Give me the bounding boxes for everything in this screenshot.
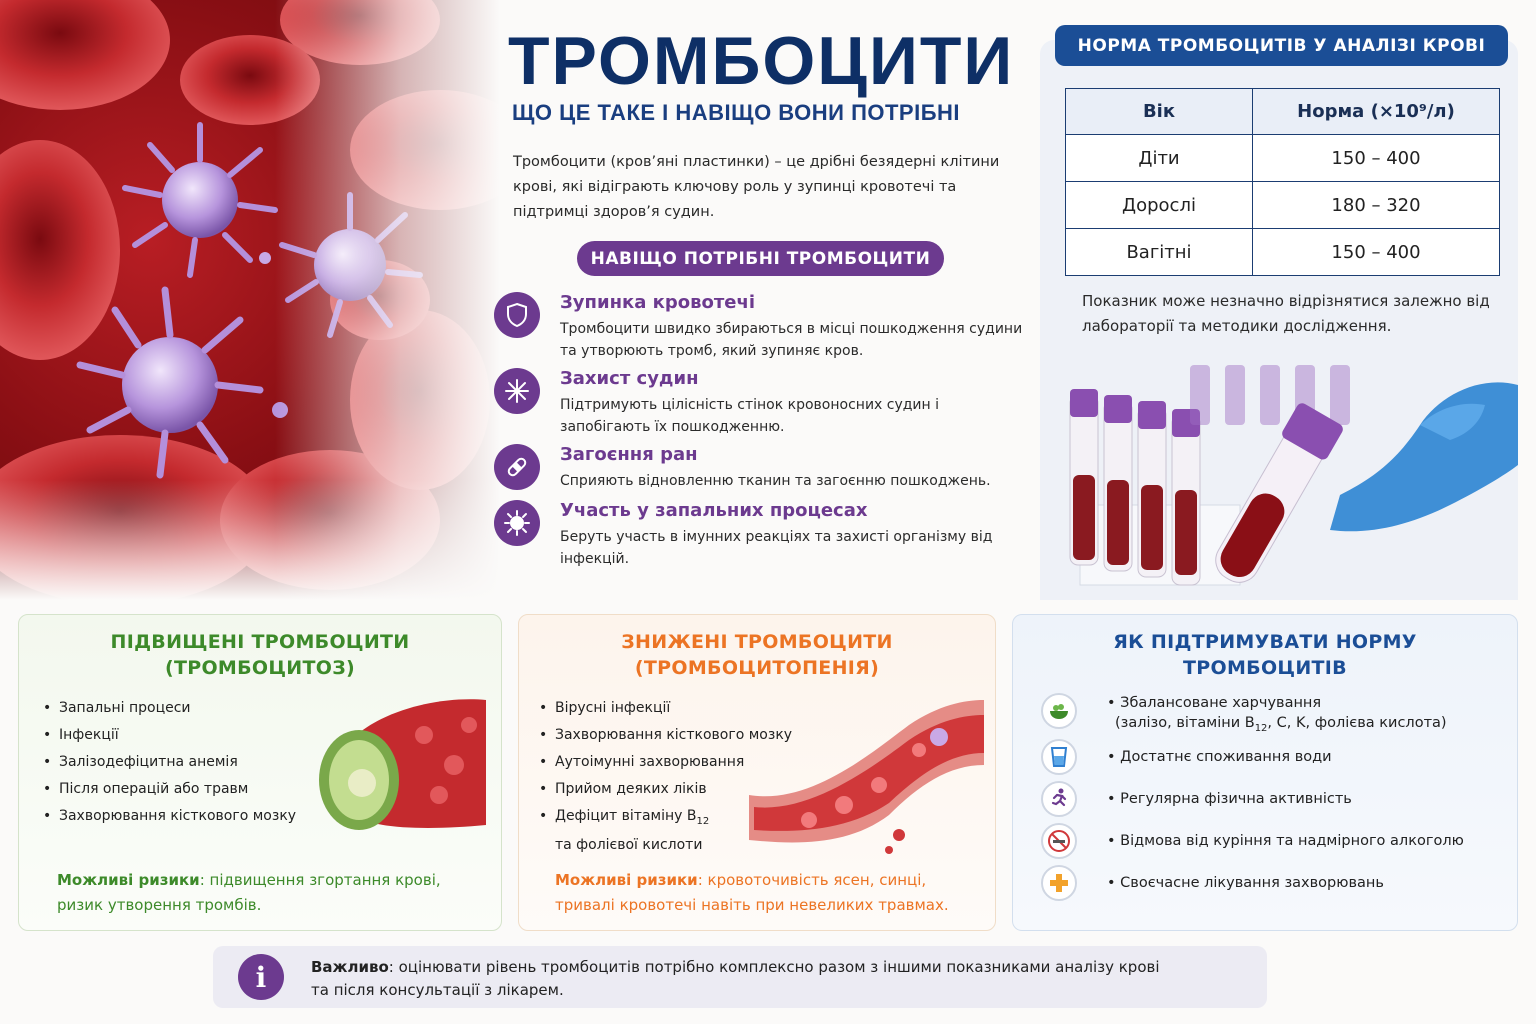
card-thrombocytopenia: [518, 614, 996, 931]
reason-text: Тромбоцити швидко збираються в місці пошкодження судини та утворюють тромб, який зупиняє кров.: [560, 321, 1023, 359]
running-icon: [1041, 781, 1077, 817]
table-cell: 150 – 400: [1253, 229, 1500, 276]
reason-title: Зупинка кровотечі: [560, 292, 756, 313]
tip-water: [1041, 739, 1511, 777]
table-cell: Вагітні: [1066, 229, 1253, 276]
list-item: • Вірусні інфекції: [537, 695, 792, 722]
list-item-text: та фолієвої кислоти: [555, 836, 703, 853]
tip-fragment: (залізо, вітаміни B: [1115, 715, 1255, 731]
card-title-line: ЯК ПІДТРИМУВАТИ НОРМУ: [1113, 631, 1417, 653]
list-item: • Після операцій або травм: [41, 776, 296, 803]
platelets-illustration: [0, 0, 500, 600]
card-title: [519, 629, 995, 681]
tip-line: • Збалансоване харчування: [1107, 695, 1322, 711]
norm-table: [1065, 88, 1500, 276]
subscript: 12: [696, 815, 710, 827]
tip-activity: [1041, 781, 1511, 819]
norm-note: Показник може незначно відрізнятися залежно від лабораторії та методики дослідження.: [1082, 292, 1490, 335]
risk-text: [555, 868, 949, 918]
list-item: • Прийом деяких ліків: [537, 776, 792, 803]
important-text: [311, 956, 1211, 1002]
tip-line: [1107, 713, 1507, 739]
table-cell: Дорослі: [1066, 182, 1253, 229]
reason-text: Підтримують цілісність стінок кровоносних судин і запобігають їх пошкодженню.: [560, 397, 940, 435]
list-item: • Інфекції: [41, 722, 296, 749]
risk-detail: : підвищення згортання крові,: [199, 871, 441, 889]
why-heading: НАВІЩО ПОТРІБНІ ТРОМБОЦИТИ: [577, 241, 944, 276]
tip-fragment: , C, K, фолієва кислота): [1267, 715, 1447, 731]
page-title: ТРОМБОЦИТИ: [508, 23, 1015, 99]
card-maintain-norm: [1012, 614, 1518, 931]
clotted-vessel-image: [314, 695, 489, 835]
list-item: • Запальні процеси: [41, 695, 296, 722]
list-item-text: Дефіцит вітаміну B: [555, 808, 697, 824]
card-thrombocytosis: [18, 614, 502, 931]
card-title-line: ТРОМБОЦИТІВ: [1183, 657, 1347, 679]
tip-treatment: [1041, 865, 1511, 903]
subscript: 12: [1254, 722, 1268, 734]
card-title: [1013, 629, 1517, 681]
list-item: • Захворювання кісткового мозку: [537, 722, 792, 749]
bandage-icon: [494, 444, 540, 490]
tip-text: • Регулярна фізична активність: [1107, 791, 1352, 807]
causes-list: [41, 695, 296, 830]
reason-stop-bleeding: [494, 292, 1034, 362]
reason-text: Сприяють відновленню тканин та загоєнню пошкоджень.: [560, 473, 991, 489]
list-item: • Аутоімунні захворювання: [537, 749, 792, 776]
list-item: • Залізодефіцитна анемія: [41, 749, 296, 776]
tip-no-smoking: [1041, 823, 1511, 861]
reason-title: Захист судин: [560, 368, 699, 389]
table-row: [1066, 182, 1500, 229]
card-title: [19, 629, 501, 681]
list-item: • Захворювання кісткового мозку: [41, 803, 296, 830]
medical-cross-icon: [1041, 865, 1077, 901]
virus-icon: [494, 500, 540, 546]
card-title-line: (ТРОМБОЦИТОПЕНІЯ): [634, 657, 880, 679]
risk-label: Можливі ризики: [555, 871, 698, 889]
card-title-line: ЗНИЖЕНІ ТРОМБОЦИТИ: [621, 631, 893, 653]
water-glass-icon: [1041, 739, 1077, 775]
table-cell: 150 – 400: [1253, 135, 1500, 182]
card-title-line: ПІДВИЩЕНІ ТРОМБОЦИТИ: [110, 631, 410, 653]
intro-text: Тромбоцити (кров’яні пластинки) – це дрібні безядерні клітини крові, які відіграють ключову роль у зупинці кровотечі та підтримці здоров’я судин.: [513, 154, 1000, 220]
page-subtitle: ЩО ЦЕ ТАКЕ І НАВІЩО ВОНИ ПОТРІБНІ: [512, 100, 961, 125]
table-row: [1066, 229, 1500, 276]
shield-icon: [494, 292, 540, 338]
important-detail: та після консультації з лікарем.: [311, 981, 564, 999]
table-header-row: [1066, 89, 1500, 135]
blood-test-tubes-image: [1040, 355, 1518, 600]
no-smoking-icon: [1041, 823, 1077, 859]
table-cell: 180 – 320: [1253, 182, 1500, 229]
reason-vessel-protection: [494, 368, 1034, 438]
important-label: Важливо: [311, 958, 389, 976]
tip-text: • Відмова від куріння та надмірного алкоголю: [1107, 833, 1464, 849]
table-row: [1066, 135, 1500, 182]
reason-title: Участь у запальних процесах: [560, 500, 868, 521]
reason-inflammation: [494, 500, 1034, 570]
tip-text: • Достатнє споживання води: [1107, 749, 1332, 765]
bleeding-vessel-image: [749, 695, 984, 855]
reason-title: Загоєння ран: [560, 444, 698, 465]
tip-text: • Своєчасне лікування захворювань: [1107, 875, 1384, 891]
norm-heading: НОРМА ТРОМБОЦИТІВ У АНАЛІЗІ КРОВІ: [1055, 25, 1508, 66]
column-header-age: Вік: [1066, 89, 1253, 135]
reason-text: Беруть участь в імунних реакціях та захисті організму від інфекцій.: [560, 529, 993, 567]
risk-detail: ризик утворення тромбів.: [57, 896, 262, 914]
asterisk-icon: [494, 368, 540, 414]
table-cell: Діти: [1066, 135, 1253, 182]
info-icon: i: [238, 954, 284, 1000]
card-title-line: (ТРОМБОЦИТОЗ): [165, 657, 355, 679]
tip-nutrition: [1041, 693, 1511, 734]
tip-text: [1107, 693, 1507, 739]
important-detail: : оцінювати рівень тромбоцитів потрібно комплексно разом з іншими показниками аналізу крові: [388, 958, 1160, 976]
column-header-norm: Норма (×10⁹/л): [1253, 89, 1500, 135]
important-note: [213, 946, 1267, 1008]
risk-detail: тривалі кровотечі навіть при невеликих травмах.: [555, 896, 949, 914]
risk-label: Можливі ризики: [57, 871, 200, 889]
salad-bowl-icon: [1041, 693, 1077, 729]
risk-text: [57, 868, 441, 918]
risk-detail: : кровоточивість ясен, синці,: [697, 871, 927, 889]
